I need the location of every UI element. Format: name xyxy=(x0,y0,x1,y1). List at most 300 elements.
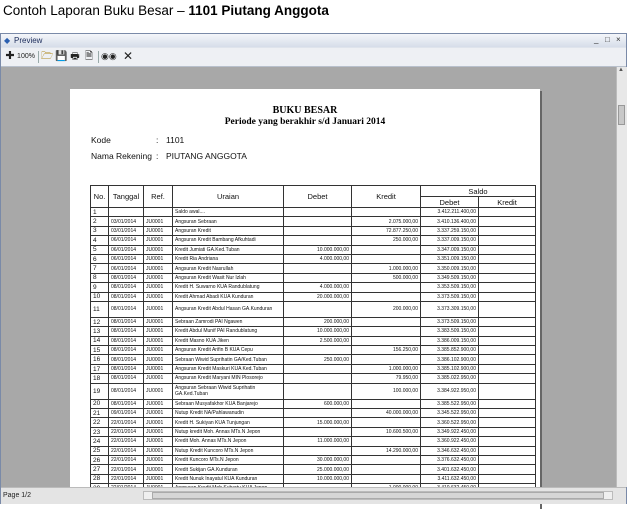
cell-saldo-kredit xyxy=(479,236,536,245)
cell-uraian: Angsuran Kredit Nasrullah xyxy=(173,264,284,273)
cell-no: 2 xyxy=(91,217,109,226)
cell-ref: JU0001 xyxy=(144,327,173,336)
table-row xyxy=(91,327,536,336)
cell-tanggal: 22/01/2014 xyxy=(109,437,144,446)
cell-saldo-kredit xyxy=(479,317,536,326)
cell-saldo-kredit xyxy=(479,399,536,408)
cell-saldo-debet: 3.360.922.450,00 xyxy=(421,437,479,446)
cell-no: 23 xyxy=(91,427,109,436)
cell-saldo-kredit xyxy=(479,355,536,364)
cell-no: 14 xyxy=(91,336,109,345)
cell-kredit xyxy=(352,208,421,217)
minimize-icon[interactable]: _ xyxy=(594,35,599,44)
cell-saldo-debet: 3.385.852.900,00 xyxy=(421,346,479,355)
table-row xyxy=(91,364,536,373)
cell-ref: JU0001 xyxy=(144,399,173,408)
cell-uraian: Angsuran Sebraan xyxy=(173,217,284,226)
cell-saldo-kredit xyxy=(479,383,536,399)
cell-ref: JU0001 xyxy=(144,383,173,399)
table-row xyxy=(91,208,536,217)
cell-no: 25 xyxy=(91,446,109,455)
cell-ref: JU0001 xyxy=(144,336,173,345)
cell-uraian: Kredit Masno KUA Jiken xyxy=(173,336,284,345)
cell-kredit: 1.000.000,00 xyxy=(352,364,421,373)
cell-saldo-kredit xyxy=(479,208,536,217)
preview-window xyxy=(0,33,627,504)
cell-uraian: Kredit Sukijan GA.Kunduran xyxy=(173,465,284,474)
cell-saldo-kredit xyxy=(479,446,536,455)
cell-tanggal: 22/01/2014 xyxy=(109,427,144,436)
cell-kredit: 156.250,00 xyxy=(352,346,421,355)
cell-tanggal: 08/01/2014 xyxy=(109,364,144,373)
table-row xyxy=(91,264,536,273)
cell-no: 15 xyxy=(91,346,109,355)
cell-no: 1 xyxy=(91,208,109,217)
title-bar xyxy=(0,0,627,30)
cell-saldo-kredit xyxy=(479,346,536,355)
window-caption: Preview xyxy=(14,35,43,45)
cell-uraian: Nutup Kredit Kuncoro MTs.N Jepon xyxy=(173,446,284,455)
cell-debet xyxy=(284,273,352,282)
cell-uraian: Kredit Kuncoro MTs.N Jepon xyxy=(173,455,284,464)
table-row xyxy=(91,283,536,292)
table-row xyxy=(91,455,536,464)
cell-no: 4 xyxy=(91,236,109,245)
cell-debet: 20.000.000,00 xyxy=(284,292,352,301)
vertical-scrollbar[interactable] xyxy=(616,67,627,487)
cell-kredit xyxy=(352,327,421,336)
cell-ref: JU0001 xyxy=(144,465,173,474)
cell-uraian: Kredit H. Suwarno KUA Randublatung xyxy=(173,283,284,292)
report-title: BUKU BESAR xyxy=(272,105,338,116)
table-header-row xyxy=(91,186,536,197)
cell-saldo-kredit xyxy=(479,409,536,418)
cell-saldo-debet: 3.386.009.150,00 xyxy=(421,336,479,345)
cell-debet xyxy=(284,364,352,373)
table-row xyxy=(91,474,536,483)
cell-uraian: Kredit Abdul Munif PAI Randublatung xyxy=(173,327,284,336)
cell-saldo-kredit xyxy=(479,226,536,235)
cell-tanggal: 22/01/2014 xyxy=(109,418,144,427)
horizontal-scroll-thumb[interactable] xyxy=(152,492,604,499)
cell-no: 21 xyxy=(91,409,109,418)
cell-uraian: Angsuran Kredit Arifin B KUA Cepu xyxy=(173,346,284,355)
cell-no: 7 xyxy=(91,264,109,273)
cell-tanggal: 22/01/2014 xyxy=(109,465,144,474)
cell-kredit xyxy=(352,474,421,483)
heading-account: 1101 Piutang Anggota xyxy=(188,3,329,18)
cell-saldo-debet: 3.350.009.150,00 xyxy=(421,264,479,273)
cell-kredit xyxy=(352,455,421,464)
cell-tanggal: 08/01/2014 xyxy=(109,283,144,292)
cell-tanggal: 08/01/2014 xyxy=(109,355,144,364)
cell-debet xyxy=(284,301,352,317)
cell-debet: 250.000,00 xyxy=(284,355,352,364)
maximize-icon[interactable]: □ xyxy=(605,35,610,44)
cell-uraian: Kredit Nunuk Inayatul KUA Kunduran xyxy=(173,474,284,483)
cell-saldo-debet: 3.386.102.900,00 xyxy=(421,355,479,364)
cell-no: 13 xyxy=(91,327,109,336)
cell-ref: JU0001 xyxy=(144,346,173,355)
cell-saldo-debet: 3.384.922.950,00 xyxy=(421,383,479,399)
cell-ref: JU0001 xyxy=(144,254,173,263)
cell-debet xyxy=(284,226,352,235)
cell-tanggal: 22/01/2014 xyxy=(109,474,144,483)
cell-uraian: Angsuran Kredit xyxy=(173,226,284,235)
cell-debet xyxy=(284,427,352,436)
cell-debet xyxy=(284,409,352,418)
cell-tanggal: 08/01/2014 xyxy=(109,383,144,399)
table-row xyxy=(91,437,536,446)
cell-tanggal: 08/01/2014 xyxy=(109,301,144,317)
cell-saldo-debet: 3.383.509.150,00 xyxy=(421,327,479,336)
cell-saldo-debet: 3.353.509.150,00 xyxy=(421,283,479,292)
col-header-kredit: Kredit xyxy=(352,186,421,208)
cell-uraian: Sebraan Zamrodi PAI Ngawen xyxy=(173,317,284,326)
cell-ref: JU0001 xyxy=(144,437,173,446)
cell-kredit: 10.600.500,00 xyxy=(352,427,421,436)
cell-no: 19 xyxy=(91,383,109,399)
cell-debet xyxy=(284,217,352,226)
cell-uraian: Sebraan Wiwid Suprihatin GA/Ked.Tuban xyxy=(173,355,284,364)
table-row xyxy=(91,273,536,282)
cell-kredit xyxy=(352,355,421,364)
cell-kredit xyxy=(352,418,421,427)
cell-no: 16 xyxy=(91,355,109,364)
cell-no: 12 xyxy=(91,317,109,326)
cell-saldo-kredit xyxy=(479,336,536,345)
col-header-saldo-kredit: Kredit xyxy=(479,197,536,208)
table-row xyxy=(91,346,536,355)
cell-uraian: Angsuran Kredit Abdul Hasan GA.Kunduran xyxy=(173,301,284,317)
cell-saldo-kredit xyxy=(479,217,536,226)
col-header-tanggal: Tanggal xyxy=(109,186,144,208)
cell-no: 28 xyxy=(91,474,109,483)
cell-tanggal: 06/01/2014 xyxy=(109,254,144,263)
preview-window-icon: ◆ xyxy=(4,36,11,45)
table-row xyxy=(91,336,536,345)
cell-no: 20 xyxy=(91,399,109,408)
cell-ref: JU0001 xyxy=(144,245,173,254)
cell-uraian: Nutup Kredit NA/Pahlawanudin xyxy=(173,409,284,418)
cell-no: 9 xyxy=(91,283,109,292)
print-icon[interactable]: 🖶 xyxy=(70,51,80,62)
cell-saldo-kredit xyxy=(479,254,536,263)
cell-saldo-debet: 3.373.309.150,00 xyxy=(421,301,479,317)
page-indicator: Page 1/2 xyxy=(3,492,32,499)
status-bar xyxy=(1,487,626,504)
cell-tanggal: 03/01/2014 xyxy=(109,217,144,226)
cell-saldo-debet: 3.346.632.450,00 xyxy=(421,446,479,455)
cell-no: 3 xyxy=(91,226,109,235)
save-icon[interactable]: 💾 xyxy=(55,51,68,62)
cell-no: 11 xyxy=(91,301,109,317)
cell-tanggal: 08/01/2014 xyxy=(109,374,144,383)
cell-debet: 15.000.000,00 xyxy=(284,418,352,427)
cell-kredit: 200.000,00 xyxy=(352,301,421,317)
cell-ref: JU0001 xyxy=(144,317,173,326)
cell-saldo-kredit xyxy=(479,273,536,282)
cell-saldo-kredit xyxy=(479,465,536,474)
cell-saldo-debet: 3.373.509.150,00 xyxy=(421,292,479,301)
close-window-icon[interactable]: × xyxy=(616,35,621,44)
cell-tanggal: 22/01/2014 xyxy=(109,446,144,455)
cell-debet xyxy=(284,236,352,245)
table-row xyxy=(91,301,536,317)
kode-value: 1101 xyxy=(166,135,185,145)
cell-debet xyxy=(284,208,352,217)
preview-toolbar xyxy=(1,48,626,67)
cell-debet: 2.500.000,00 xyxy=(284,336,352,345)
cell-uraian: Kredit Ahmad Abadi KUA Kunduran xyxy=(173,292,284,301)
cell-kredit: 1.000.000,00 xyxy=(352,264,421,273)
open-folder-icon[interactable]: 🗁 xyxy=(41,51,54,62)
table-row xyxy=(91,355,536,364)
cell-debet: 10.000.000,00 xyxy=(284,245,352,254)
kode-label: Kode xyxy=(91,135,111,145)
cell-kredit xyxy=(352,245,421,254)
cell-debet: 4.000.000,00 xyxy=(284,254,352,263)
cell-kredit xyxy=(352,292,421,301)
cell-debet xyxy=(284,383,352,399)
nama-rekening-value: PIUTANG ANGGOTA xyxy=(166,151,247,161)
ledger-table xyxy=(90,185,536,494)
cell-uraian: Angsuran Kredit Maskuri KUA Ked.Tuban xyxy=(173,364,284,373)
cell-saldo-debet: 3.349.922.450,00 xyxy=(421,427,479,436)
cell-uraian: Angsuran Kredit Wasit Nur Izlah xyxy=(173,273,284,282)
page-heading xyxy=(3,3,329,18)
cell-saldo-debet: 3.385.522.950,00 xyxy=(421,399,479,408)
cell-no: 27 xyxy=(91,465,109,474)
cell-ref: JU0001 xyxy=(144,374,173,383)
cell-saldo-kredit xyxy=(479,364,536,373)
cell-saldo-debet: 3.345.522.950,00 xyxy=(421,409,479,418)
cell-kredit xyxy=(352,399,421,408)
col-header-no: No. xyxy=(91,186,109,208)
cell-saldo-kredit xyxy=(479,374,536,383)
cell-kredit: 72.877.250,00 xyxy=(352,226,421,235)
cell-ref: JU0001 xyxy=(144,418,173,427)
cell-ref: JU0001 xyxy=(144,364,173,373)
close-preview-icon[interactable]: ✕ xyxy=(122,49,134,63)
nama-rekening-label: Nama Rekening xyxy=(91,151,152,161)
toolbar-separator xyxy=(98,51,99,63)
cell-kredit: 79.950,00 xyxy=(352,374,421,383)
cell-debet: 25.000.000,00 xyxy=(284,465,352,474)
cell-kredit: 100.000,00 xyxy=(352,383,421,399)
report-period: Periode yang berakhir s/d Januari 2014 xyxy=(224,117,386,127)
col-header-saldo-debet: Debet xyxy=(421,197,479,208)
cell-uraian: Kredit Moh. Annas MTs.N Jepon xyxy=(173,437,284,446)
cell-uraian: Kredit Jumiati GA.Ked.Tuban xyxy=(173,245,284,254)
find-binoculars-icon[interactable]: ◉◉ xyxy=(101,51,117,61)
cell-kredit: 40.000.000,00 xyxy=(352,409,421,418)
col-header-debet: Debet xyxy=(284,186,352,208)
cell-kredit: 500.000,00 xyxy=(352,273,421,282)
cell-saldo-kredit xyxy=(479,245,536,254)
cell-tanggal: 08/01/2014 xyxy=(109,317,144,326)
cell-tanggal: 08/01/2014 xyxy=(109,336,144,345)
table-row xyxy=(91,226,536,235)
ledger-body xyxy=(91,208,536,494)
cell-debet xyxy=(284,264,352,273)
cell-debet xyxy=(284,446,352,455)
cell-debet: 200.000,00 xyxy=(284,317,352,326)
heading-prefix: Contoh Laporan Buku Besar – xyxy=(3,3,189,18)
cell-kredit xyxy=(352,336,421,345)
cell-ref: JU0001 xyxy=(144,292,173,301)
col-header-ref: Ref. xyxy=(144,186,173,208)
cell-debet: 10.000.000,00 xyxy=(284,327,352,336)
zoom-level[interactable]: 100% xyxy=(17,53,35,60)
cell-ref: JU0001 xyxy=(144,301,173,317)
cell-ref xyxy=(144,208,173,217)
cell-debet xyxy=(284,346,352,355)
cell-uraian: Angsuran Kredit Bambang Afkuhtadi xyxy=(173,236,284,245)
cell-saldo-debet: 3.412.211.400,00 xyxy=(421,208,479,217)
zoom-cursor-icon[interactable]: ✚ xyxy=(5,50,15,62)
cell-tanggal: 06/01/2014 xyxy=(109,236,144,245)
cell-saldo-debet: 3.360.522.950,00 xyxy=(421,418,479,427)
cell-debet: 11.000.000,00 xyxy=(284,437,352,446)
cell-saldo-kredit xyxy=(479,301,536,317)
table-row xyxy=(91,383,536,399)
cell-tanggal: 08/01/2014 xyxy=(109,273,144,282)
kode-colon: : xyxy=(156,135,159,145)
cell-kredit: 250.000,00 xyxy=(352,236,421,245)
cell-ref: JU0001 xyxy=(144,446,173,455)
cell-kredit: 2.075.000,00 xyxy=(352,217,421,226)
window-caption-bar xyxy=(1,34,626,47)
cell-no: 6 xyxy=(91,254,109,263)
cell-saldo-debet: 3.401.632.450,00 xyxy=(421,465,479,474)
table-row xyxy=(91,254,536,263)
cell-saldo-kredit xyxy=(479,264,536,273)
table-row xyxy=(91,292,536,301)
cell-uraian: Angsuran Sebraan Wiwid Suprihatin GA.Ked.Tuban xyxy=(173,383,284,399)
table-row xyxy=(91,317,536,326)
nama-rekening-colon: : xyxy=(156,151,159,161)
cell-debet: 600.000,00 xyxy=(284,399,352,408)
cell-tanggal: 03/01/2014 xyxy=(109,226,144,235)
horizontal-scrollbar[interactable] xyxy=(143,491,613,500)
cell-uraian: Saldo awal.... xyxy=(173,208,284,217)
cell-debet xyxy=(284,374,352,383)
cell-ref: JU0001 xyxy=(144,409,173,418)
cell-saldo-kredit xyxy=(479,283,536,292)
toolbar-separator xyxy=(38,51,39,63)
report-page xyxy=(70,89,540,509)
table-row xyxy=(91,427,536,436)
cell-tanggal xyxy=(109,208,144,217)
cell-saldo-kredit xyxy=(479,437,536,446)
cell-ref: JU0001 xyxy=(144,226,173,235)
cell-no: 18 xyxy=(91,374,109,383)
cell-saldo-debet: 3.373.509.150,00 xyxy=(421,317,479,326)
cell-tanggal: 08/01/2014 xyxy=(109,346,144,355)
cell-ref: JU0001 xyxy=(144,264,173,273)
cell-uraian: Kredit Ria Andriana xyxy=(173,254,284,263)
page-setup-icon[interactable]: 🗎 xyxy=(84,51,94,62)
cell-tanggal: 06/01/2014 xyxy=(109,264,144,273)
cell-tanggal: 06/01/2014 xyxy=(109,245,144,254)
cell-tanggal: 22/01/2014 xyxy=(109,455,144,464)
cell-saldo-kredit xyxy=(479,474,536,483)
table-row xyxy=(91,418,536,427)
table-row xyxy=(91,399,536,408)
vertical-scroll-thumb[interactable] xyxy=(618,105,625,125)
cell-no: 5 xyxy=(91,245,109,254)
cell-kredit xyxy=(352,465,421,474)
cell-no: 22 xyxy=(91,418,109,427)
col-header-saldo: Saldo xyxy=(421,186,536,197)
table-row xyxy=(91,217,536,226)
cell-tanggal: 08/01/2014 xyxy=(109,327,144,336)
cell-kredit xyxy=(352,283,421,292)
cell-ref: JU0001 xyxy=(144,236,173,245)
cell-ref: JU0001 xyxy=(144,455,173,464)
cell-uraian: Kredit H. Sukiyan KUA Tunjungan xyxy=(173,418,284,427)
cell-debet: 4.000.000,00 xyxy=(284,283,352,292)
cell-saldo-debet: 3.385.022.950,00 xyxy=(421,374,479,383)
cell-saldo-debet: 3.349.509.150,00 xyxy=(421,273,479,282)
cell-debet: 30.000.000,00 xyxy=(284,455,352,464)
cell-ref: JU0001 xyxy=(144,474,173,483)
cell-kredit xyxy=(352,254,421,263)
cell-saldo-kredit xyxy=(479,418,536,427)
cell-saldo-debet: 3.347.009.150,00 xyxy=(421,245,479,254)
cell-saldo-kredit xyxy=(479,455,536,464)
cell-ref: JU0001 xyxy=(144,355,173,364)
cell-saldo-debet: 3.351.009.150,00 xyxy=(421,254,479,263)
cell-uraian: Sebraan Musyafakhor KUA Banjarejo xyxy=(173,399,284,408)
cell-saldo-debet: 3.385.102.900,00 xyxy=(421,364,479,373)
cell-tanggal: 08/01/2014 xyxy=(109,399,144,408)
cell-ref: JU0001 xyxy=(144,283,173,292)
cell-saldo-debet: 3.337.009.150,00 xyxy=(421,236,479,245)
table-row xyxy=(91,465,536,474)
cell-ref: JU0001 xyxy=(144,427,173,436)
page-viewport[interactable] xyxy=(1,67,616,487)
cell-no: 24 xyxy=(91,437,109,446)
table-row xyxy=(91,374,536,383)
col-header-uraian: Uraian xyxy=(173,186,284,208)
table-row xyxy=(91,409,536,418)
cell-uraian: Angsuran Kredit Maryani MIN Plosorejo xyxy=(173,374,284,383)
cell-no: 10 xyxy=(91,292,109,301)
cell-kredit: 14.290.000,00 xyxy=(352,446,421,455)
cell-uraian: Nutup kredit Moh. Annas MTs.N Jepon xyxy=(173,427,284,436)
cell-saldo-debet: 3.337.259.150,00 xyxy=(421,226,479,235)
table-row xyxy=(91,245,536,254)
cell-kredit xyxy=(352,317,421,326)
table-row xyxy=(91,446,536,455)
cell-saldo-debet: 3.411.632.450,00 xyxy=(421,474,479,483)
cell-no: 26 xyxy=(91,455,109,464)
cell-tanggal: 08/01/2014 xyxy=(109,292,144,301)
cell-kredit xyxy=(352,437,421,446)
table-row xyxy=(91,236,536,245)
cell-saldo-kredit xyxy=(479,427,536,436)
scroll-up-icon[interactable]: ▲ xyxy=(618,67,624,73)
cell-debet: 10.000.000,00 xyxy=(284,474,352,483)
cell-saldo-debet: 3.410.136.400,00 xyxy=(421,217,479,226)
cell-saldo-kredit xyxy=(479,292,536,301)
cell-no: 17 xyxy=(91,364,109,373)
cell-saldo-debet: 3.376.632.450,00 xyxy=(421,455,479,464)
cell-saldo-kredit xyxy=(479,327,536,336)
cell-tanggal: 09/01/2014 xyxy=(109,409,144,418)
